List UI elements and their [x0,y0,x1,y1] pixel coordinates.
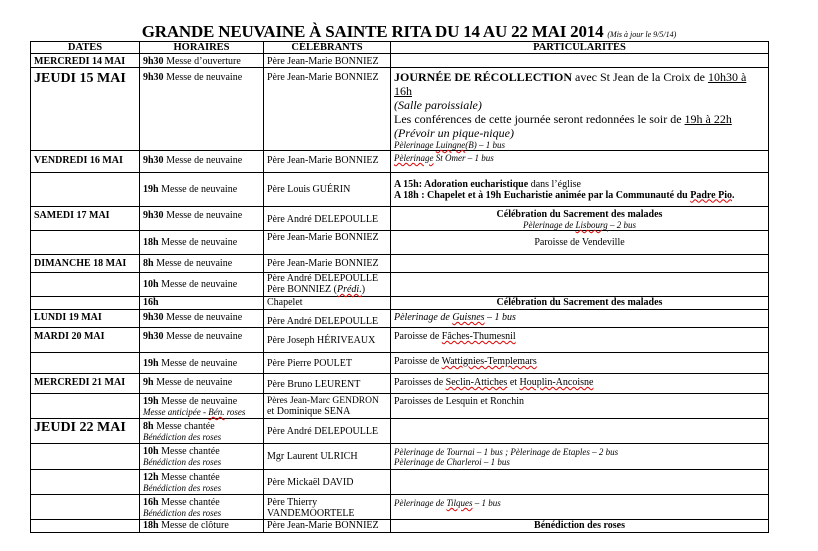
date-cell: JEUDI 22 MAI [31,419,140,444]
horaire-cell: 16h Messe chantée Bénédiction des roses [140,495,264,520]
horaire-cell: 19h Messe de neuvaine Messe anticipée - Bén. roses [140,394,264,419]
particularites-cell: Paroisse de Wattignies-Templemars [391,353,769,374]
table-row [31,255,769,273]
horaire-cell: 16h [140,297,264,310]
date-cell: SAMEDI 17 MAI [31,207,140,231]
table-row [31,54,769,68]
horaire-cell: 9h30 Messe de neuvaine [140,68,264,151]
date-cell: MARDI 20 MAI [31,328,140,353]
celebrant-cell: Père Joseph HÉRIVEAUX [264,328,391,353]
celebrant-cell: Père Jean-Marie BONNIEZ [264,54,391,68]
date-cell [31,273,140,297]
date-cell: LUNDI 19 MAI [31,310,140,328]
date-cell: DIMANCHE 18 MAI [31,255,140,273]
celebrant-cell: Père André DELEPOULLE [264,310,391,328]
horaire-cell: 18h Messe de neuvaine [140,231,264,255]
date-cell [31,444,140,470]
particularites-cell: Pèlerinage de Tilques – 1 bus [391,495,769,520]
table-row [31,419,769,444]
date-cell: JEUDI 15 MAI [31,68,140,151]
table-row [31,520,769,533]
table-row [31,310,769,328]
date-cell: VENDREDI 16 MAI [31,151,140,173]
horaire-cell: 9h30 Messe de neuvaine [140,151,264,173]
table-row [31,151,769,173]
celebrant-cell: Père Bruno LEURENT [264,374,391,394]
celebrant-cell: Père Jean-Marie BONNIEZ [264,231,391,255]
header-dates: DATES [31,42,140,54]
date-cell [31,297,140,310]
particularites-cell [391,255,769,273]
particularites-cell: Paroisses de Seclin-Attiches et Houplin-Ancoisne [391,374,769,394]
date-cell [31,520,140,533]
date-cell [31,231,140,255]
horaire-cell: 9h30 Messe de neuvaine [140,328,264,353]
particularites-cell: Paroisse de Fâches-Thumesnil [391,328,769,353]
particularites-cell [391,273,769,297]
table-row [31,273,769,297]
particularites-cell [391,470,769,495]
particularites-cell: Pèlerinage de Tournai – 1 bus ; Pèlerinage de Etaples – 2 bus Pèlerinage de Charleroi – 1 bus [391,444,769,470]
celebrant-cell: Père Jean-Marie BONNIEZ [264,151,391,173]
date-cell [31,394,140,419]
date-cell: MERCREDI 14 MAI [31,54,140,68]
header-row [31,42,769,54]
celebrant-cell: Père Mickaël DAVID [264,470,391,495]
horaire-cell: 8h Messe chantée Bénédiction des roses [140,419,264,444]
header-horaires: HORAIRES [140,42,264,54]
document-title: GRANDE NEUVAINE À SAINTE RITA DU 14 AU 22 MAI 2014 [141,22,604,41]
particularites-cell [391,419,769,444]
table-row [31,231,769,255]
table-row [31,173,769,207]
date-cell: MERCREDI 21 MAI [31,374,140,394]
particularites-cell: Paroisses de Lesquin et Ronchin [391,394,769,419]
particularites-cell: JOURNÉE DE RÉCOLLECTION avec St Jean de la Croix de 10h30 à 16h (Salle paroissiale) Les conférences de cette journée seront redonnées le soir de 19h à 22h (Prévoir un pique-nique) Pèlerinage Luingne(B) – 1 bus [391,68,769,151]
horaire-cell: 12h Messe chantée Bénédiction des roses [140,470,264,495]
table-row [31,353,769,374]
celebrant-cell: Père Jean-Marie BONNIEZ [264,68,391,151]
horaire-cell: 19h Messe de neuvaine [140,353,264,374]
horaire-cell: 18h Messe de clôture [140,520,264,533]
table-row [31,394,769,419]
date-cell [31,495,140,520]
celebrant-cell: Chapelet [264,297,391,310]
date-cell [31,353,140,374]
horaire-cell: 10h Messe de neuvaine [140,273,264,297]
update-note: (Mis à jour le 9/5/14) [607,30,677,39]
celebrant-cell: Père Louis GUÉRIN [264,173,391,207]
celebrant-cell: Pères Jean-Marc GENDRON et Dominique SENA [264,394,391,419]
header-particularites: PARTICULARITÉS [391,42,769,54]
celebrant-cell: Père Thierry VANDEMOORTELE [264,495,391,520]
date-cell [31,470,140,495]
celebrant-cell: Père André DELEPOULLE [264,419,391,444]
particularites-cell [391,54,769,68]
table-row [31,444,769,470]
horaire-cell: 9h Messe de neuvaine [140,374,264,394]
particularites-cell: Pèlerinage de Guisnes – 1 bus [391,310,769,328]
horaire-cell: 9h30 Messe de neuvaine [140,310,264,328]
table-row [31,297,769,310]
horaire-cell: 8h Messe de neuvaine [140,255,264,273]
particularites-cell: A 15h: Adoration eucharistique dans l’église A 18h : Chapelet et à 19h Eucharistie animée par la Communauté du Padre Pio. [391,173,769,207]
date-cell [31,173,140,207]
particularites-cell: Célébration du Sacrement des malades Pèlerinage de Lisbourg – 2 bus [391,207,769,231]
table-row [31,68,769,151]
celebrant-cell: Père Jean-Marie BONNIEZ [264,255,391,273]
table-row [31,470,769,495]
celebrant-cell: Père Jean-Marie BONNIEZ [264,520,391,533]
table-row [31,207,769,231]
horaire-cell: 10h Messe chantée Bénédiction des roses [140,444,264,470]
horaire-cell: 19h Messe de neuvaine [140,173,264,207]
table-row [31,374,769,394]
header-celebrants: CÉLÉBRANTS [264,42,391,54]
particularites-cell: Bénédiction des roses [391,520,769,533]
celebrant-cell: Père André DELEPOULLE Père BONNIEZ (Prédi.) [264,273,391,297]
document-title-block [0,22,818,42]
schedule-table [30,41,769,533]
table-row [31,328,769,353]
celebrant-cell: Père André DELEPOULLE [264,207,391,231]
horaire-cell: 9h30 Messe d’ouverture [140,54,264,68]
table-row [31,495,769,520]
particularites-cell: Célébration du Sacrement des malades [391,297,769,310]
particularites-cell: Paroisse de Vendeville [391,231,769,255]
celebrant-cell: Père Pierre POULET [264,353,391,374]
particularites-cell: Pèlerinage St Omer – 1 bus [391,151,769,173]
horaire-cell: 9h30 Messe de neuvaine [140,207,264,231]
celebrant-cell: Mgr Laurent ULRICH [264,444,391,470]
